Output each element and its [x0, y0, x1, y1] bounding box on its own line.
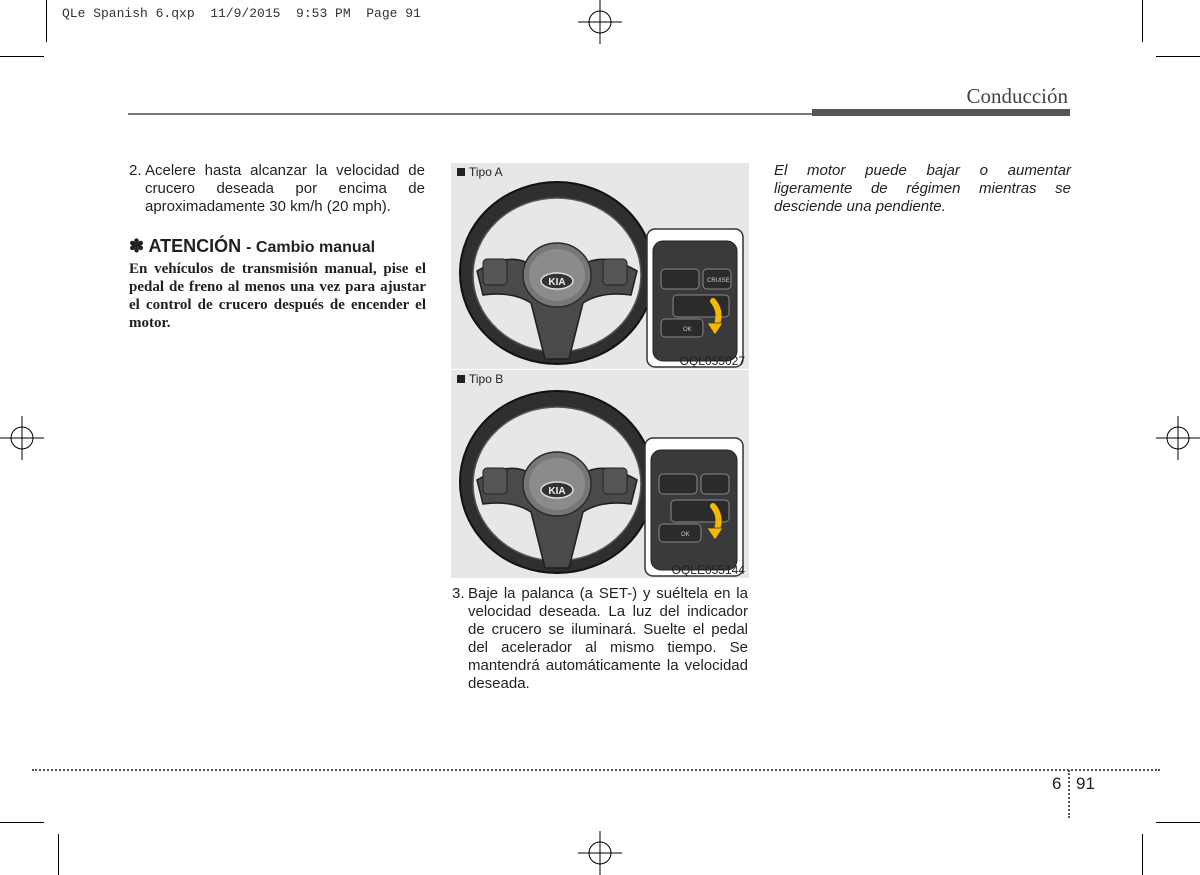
registration-mark-right: [1156, 416, 1200, 460]
section-title: Conducción: [966, 84, 1068, 108]
caution-title: ATENCIÓN: [148, 236, 242, 256]
note-text: El motor puede bajar o aumentar ligeramente de régimen mientras se desciende una pendiente.: [774, 162, 1071, 215]
svg-text:KIA: KIA: [548, 277, 566, 288]
step-3: [452, 585, 748, 693]
header-rule: [128, 113, 818, 115]
page-number: 91: [1076, 774, 1095, 793]
registration-mark-left: [0, 416, 44, 460]
steering-wheel-illustration: [451, 370, 749, 578]
crop-mark: [1156, 56, 1200, 57]
crop-mark: [1156, 822, 1200, 823]
header-rule-accent: [812, 109, 1070, 116]
step-2: [129, 162, 425, 216]
steering-wheel-illustration: [451, 163, 749, 369]
caution-body: En vehículos de transmisión manual, pise el pedal de freno al menos una vez para ajustar el control de crucero después de encender el motor.: [129, 261, 426, 331]
footer-divider: [1068, 770, 1070, 818]
svg-text:CRUISE: CRUISE: [707, 278, 730, 284]
crop-mark: [0, 56, 44, 57]
registration-mark-bottom: [578, 831, 622, 875]
step-text: Baje la palanca (a SET-) y suéltela en la velocidad deseada. La luz del indicador de crucero se iluminará. Suelte el pedal del acelerador al mismo tiempo. Se mantendrá automáticamente la velocidad deseada.: [468, 585, 748, 692]
crop-mark: [0, 822, 44, 823]
figure-code: OQL055027: [679, 354, 745, 368]
step-number: 2.: [129, 162, 142, 179]
registration-mark-top: [578, 0, 622, 44]
step-text: Acelere hasta alcanzar la velocidad de crucero deseada por encima de aproximadamente 30 km/h (20 mph).: [145, 162, 425, 215]
figure-code: OQLE055144: [671, 563, 745, 577]
figure-type-b: [451, 370, 749, 578]
chapter-number: 6: [1052, 774, 1062, 793]
footer-rule: [32, 769, 1160, 771]
figure-label: Tipo A: [457, 165, 503, 179]
step-number: 3.: [452, 585, 465, 602]
caution-heading: [129, 236, 429, 257]
figure-label: Tipo B: [457, 372, 503, 386]
crop-mark: [46, 0, 47, 42]
crop-mark: [58, 834, 59, 875]
caution-subtitle: - Cambio manual: [246, 239, 376, 256]
svg-text:OK: OK: [681, 532, 690, 538]
crop-mark: [1142, 834, 1143, 875]
print-slug: QLe Spanish 6.qxp 11/9/2015 9:53 PM Page 91: [62, 6, 421, 21]
figure-type-a: [451, 163, 749, 369]
svg-text:OK: OK: [683, 327, 692, 333]
crop-mark: [1142, 0, 1143, 42]
svg-text:KIA: KIA: [548, 486, 566, 497]
caution-icon: ✽: [129, 236, 145, 256]
